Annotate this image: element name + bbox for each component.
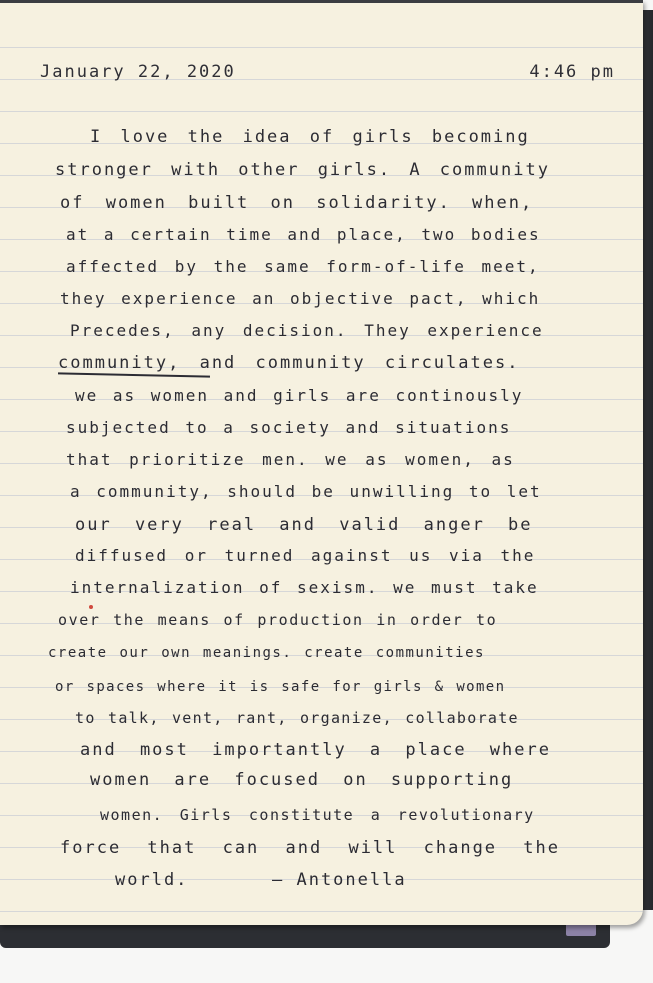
text-line: force that can and will change the	[60, 838, 560, 858]
text-line: women are focused on supporting	[90, 770, 514, 790]
text-line: I love the idea of girls becoming	[90, 127, 530, 147]
text-line: to talk, vent, rant, organize, collaborate	[75, 709, 519, 727]
text-line: over the means of production in order to	[58, 611, 498, 629]
text-line: women. Girls constitute a revolutionary	[100, 806, 535, 824]
entry-header	[40, 62, 615, 88]
text-line: diffused or turned against us via the	[75, 546, 536, 565]
entry-time: 4:46 pm	[529, 62, 615, 82]
signature: — Antonella	[272, 870, 407, 890]
entry-date: January 22, 2020	[40, 62, 236, 82]
text-line: they experience an objective pact, which	[60, 289, 541, 308]
text-line: create our own meanings. create communities	[48, 645, 485, 661]
text-line: at a certain time and place, two bodies	[66, 225, 541, 244]
text-line-community: community, and community circulates.	[58, 353, 520, 373]
text-line: subjected to a society and situations	[66, 418, 512, 437]
ink-dot	[89, 605, 93, 609]
community-underline	[58, 372, 210, 377]
text-line: of women built on solidarity. when,	[60, 193, 534, 213]
text-line: that prioritize men. we as women, as	[66, 450, 515, 469]
text-line: stronger with other girls. A community	[55, 160, 550, 180]
text-line: Precedes, any decision. They experience	[70, 321, 544, 340]
text-line: affected by the same form-of-life meet,	[66, 257, 540, 276]
text-line: a community, should be unwilling to let	[70, 482, 542, 501]
text-line: we as women and girls are continously	[75, 386, 524, 405]
text-line: internalization of sexism. we must take	[70, 578, 539, 597]
text-line: our very real and valid anger be	[75, 515, 533, 535]
text-line: or spaces where it is safe for girls & women	[55, 679, 506, 695]
text-line: world.	[115, 870, 189, 890]
text-line: and most importantly a place where	[80, 740, 551, 760]
